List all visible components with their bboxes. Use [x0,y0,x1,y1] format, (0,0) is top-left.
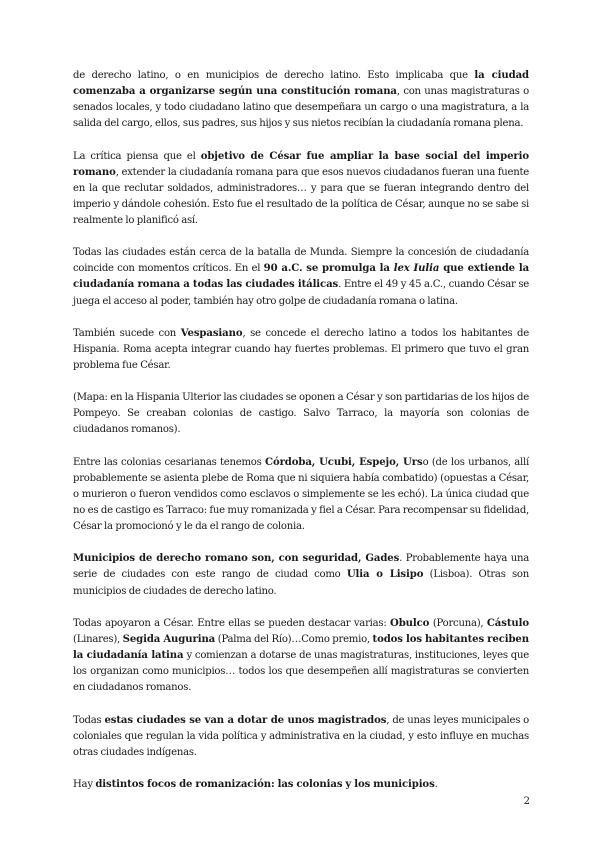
bold-text-run: todos los habitantes reciben la ciudadanía latina [73,633,529,662]
bold-text-run: la ciudad comenzaba a organizarse según una constitución romana [73,70,529,98]
text-run: , con unas magistraturas o senados locales, y todo ciudadano latino que desempeñara un cargo o una magistratura, a la salida del cargo, ellos, sus padres, sus hijos y sus nietos recibían la ciudadanía romana plena. [73,86,529,130]
bold-text-run: distintos focos de romanización: las colonias y los municipios [95,778,435,790]
paragraph [73,245,529,309]
bold-text-run: Segida Augurina [122,633,216,645]
bold-text-run: estas ciudades se van a dotar de unos magistrados [104,714,387,726]
paragraph [73,390,529,438]
text-run: (Linares), [73,633,123,645]
bold-text-run: Obulco [390,617,430,629]
bold-text-run: Cástulo [486,617,529,629]
text-run: Hay [73,778,96,790]
bold-text-run: Municipios de derecho romano son, con seguridad, Gades [73,553,400,565]
text-run: (Porcuna), [429,617,487,629]
bold-text-run: objetivo de César fue ampliar la base social del imperio romano [73,150,529,178]
paragraph [73,326,529,374]
text-run: Entre las colonias cesarianas tenemos [73,456,266,468]
text-run: y comienzan a dotarse de unas magistraturas, instituciones, leyes que los organizan como municipios… todos los que desempeñen allí magistraturas se convierten en ciudadanos romanos. [73,650,529,694]
text-run: . Probablemente haya una serie de ciudades con este rango de ciudad como [73,553,529,581]
bold-italic-text-run [394,263,440,274]
text-run: (Lisboa). Otras son municipios de ciudades de derecho latino. [73,569,529,597]
page-number: 2 [523,796,530,807]
text-run: . [434,778,438,790]
text-run: Todas [73,714,105,726]
paragraph [73,551,529,599]
paragraph [73,455,529,535]
bold-text-run: que extiende la ciudadanía romana a todas las ciudades itálicas [73,263,530,291]
text-run: Todas las ciudades están cerca de la batalla de Munda. Siempre la concesión de ciudadanía coincide con momentos críticos. En el [73,247,529,275]
text-run: , se concede el derecho latino a todos los habitantes de Hispania. Roma acepta integrar cuando hay fuertes problemas. El primero que tuvo el gran problema fue César. [73,327,529,371]
text-run: , de unas leyes municipales o coloniales que regulan la vida política y administrativa en la ciudad, y esto influye en muchas otras ciudades indígenas. [73,714,529,758]
bold-text-run: Córdoba, Ucubi, Espejo, Urs [265,456,423,468]
document-body [73,68,529,809]
lex-iulia-title: lex Iulia [393,263,440,275]
bold-text-run: 90 a.C. se promulga la [263,263,394,275]
paragraph [73,713,529,761]
paragraph [73,149,529,229]
text-run: de derecho latino, o en municipios de derecho latino. Esto implicaba que [73,70,475,81]
text-run: (Palma del Río)…Como premio, [215,633,373,645]
bold-text-run: Ulia o Lisipo [346,569,424,581]
text-run: o (de los urbanos, allí probablemente se asienta plebe de Roma que ni siquiera había combatido) (opuestas a César, o murieron o fueron vendidos como esclavos o simplemente se les echó). La única ciudad que no es de castigo es Tarraco: fue muy romanizada y fiel a César. Para recompensar su fidelidad, César la promocionó y le da el rango de colonia. [73,456,529,533]
text-run: . Entre el 49 y 45 a.C., cuando César se juega el acceso al poder, también hay otro golpe de ciudadanía romana o latina. [73,279,529,307]
text-run: También sucede con [73,327,181,339]
bold-text-run: Vespasiano [180,327,243,339]
text-run: La crítica piensa que el [73,150,201,162]
text-run: , extender la ciudadanía romana para que esos nuevos ciudadanos fueran una fuente en la que reclutar soldados, administradores… y para que se fueran integrando dentro del imperio y dándole cohesión. Esto fue el resultado de la política de César, aunque no se sabe si realmente lo planificó así. [73,166,529,226]
paragraph [73,616,529,696]
text-run: Todas apoyaron a César. Entre ellas se pueden destacar varias: [73,617,390,629]
paragraph [73,777,529,793]
text-run: (Mapa: en la Hispania Ulterior las ciudades se oponen a César y son partidarias de los hijos de Pompeyo. Se creaban colonias de castigo. Salvo Tarraco, la mayoría son colonias de ciudadanos romanos). [73,392,529,436]
paragraph [73,68,529,132]
